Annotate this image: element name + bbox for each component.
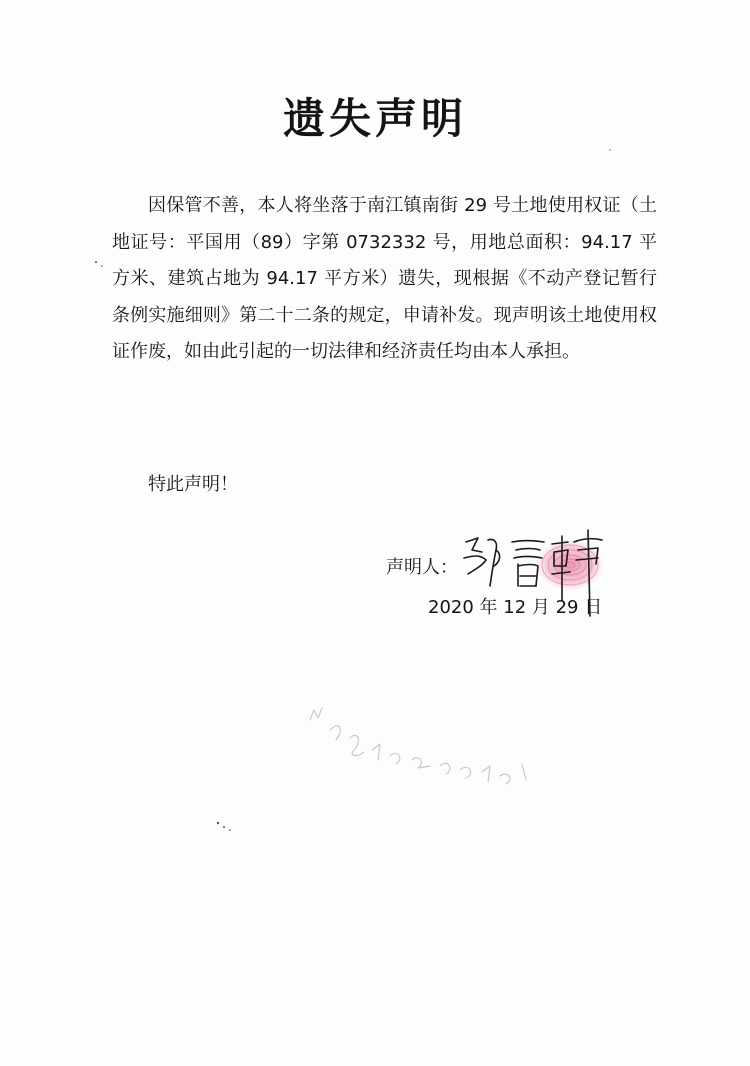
pencil-note-mark: [300, 700, 540, 790]
declarant-label: 声明人：: [386, 557, 458, 578]
handwritten-signature: [452, 520, 622, 630]
fingerprint-mark: [536, 539, 604, 591]
statement-body: 因保管不善，本人将坐落于南江镇南街 29 号土地使用权证（土地证号：平国用（89）字第 0732332 号，用地总面积：94.17 平方米、建筑占地为 94.17 平方米）遗失，现根据《不动产登记暂行条例实施细则》第二十二条的规定，申请补发。现声明该土地使用权证作废，如由此引起的一切法律和经济责任均由本人承担。: [112, 195, 657, 362]
statement-date: 2020 年 12 月 29 日: [428, 597, 603, 618]
document-title: 遗失声明: [282, 94, 467, 143]
closing-line: 特此声明！: [148, 474, 238, 495]
